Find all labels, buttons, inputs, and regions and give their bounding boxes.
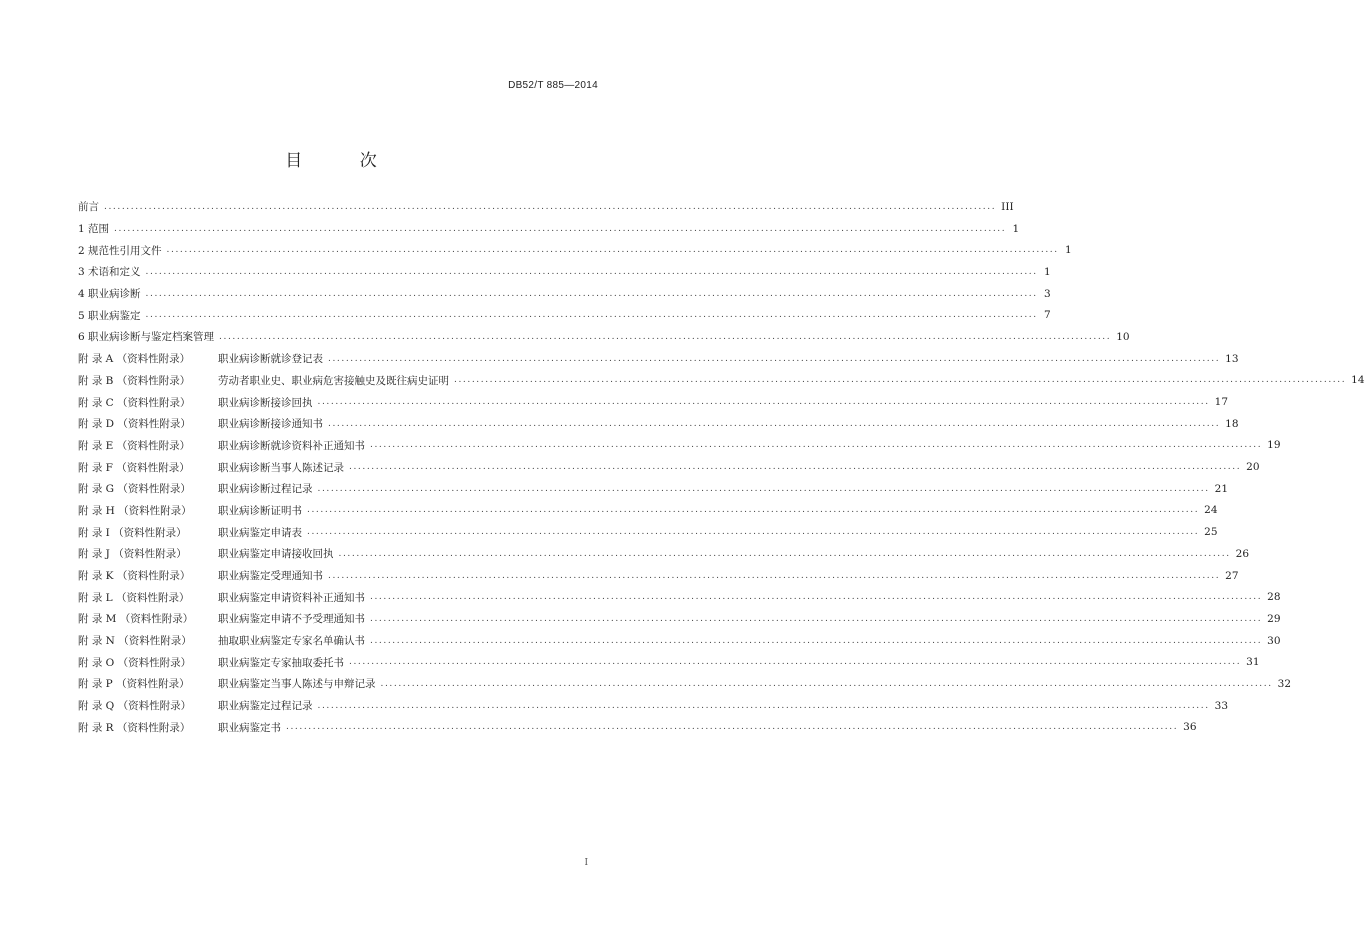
toc-entry[interactable] [78, 651, 1260, 673]
toc-entry-text: 6 职业病诊断与鉴定档案管理 [78, 331, 215, 344]
dot-leader: ........................................................................................................................................................................................................ [307, 505, 1200, 516]
toc-entry[interactable] [78, 218, 1020, 240]
toc-entry-text: 职业病鉴定申请接收回执 [218, 548, 334, 561]
toc-entry-text: 4 职业病诊断 [78, 288, 141, 301]
toc-page-number: 25 [1204, 526, 1218, 539]
toc-entry-title [78, 655, 344, 670]
toc-entry[interactable] [78, 586, 1281, 608]
dot-leader: ........................................................................................................................................................................................................ [166, 245, 1059, 256]
toc-entry-text: 职业病诊断接诊通知书 [218, 418, 323, 431]
toc-entry-text: 职业病诊断就诊资料补正通知书 [218, 439, 365, 452]
toc-entry-text: 职业病诊断就诊登记表 [218, 353, 323, 366]
annex-label: 附 录 R （资料性附录） [78, 721, 191, 734]
toc-entry[interactable] [78, 196, 1014, 218]
annex-label: 附 录 D （资料性附录） [78, 418, 191, 431]
annex-label: 附 录 P （资料性附录） [78, 678, 190, 691]
annex-label: 附 录 J （资料性附录） [78, 548, 187, 561]
toc-entry-title [78, 503, 302, 518]
toc-page-number: 17 [1214, 396, 1229, 409]
document-code: DB52/T 885—2014 [508, 80, 598, 91]
toc-page-number: 13 [1225, 352, 1239, 365]
annex-label: 附 录 N （资料性附录） [78, 635, 192, 648]
toc-entry-text: 职业病鉴定申请表 [218, 526, 302, 539]
dot-leader: ........................................................................................................................................................................................................ [114, 223, 1007, 234]
page-number: I [584, 858, 588, 868]
toc-entry-title [78, 416, 323, 431]
toc-entry-title [78, 264, 141, 279]
toc-page-number: 24 [1204, 504, 1218, 517]
toc-entry-text: 职业病鉴定专家抽取委托书 [218, 656, 344, 669]
toc-page-number: 7 [1044, 309, 1051, 322]
table-of-contents [78, 196, 1365, 738]
toc-entry-text: 抽取职业病鉴定专家名单确认书 [218, 635, 365, 648]
dot-leader: ........................................................................................................................................................................................................ [219, 331, 1112, 342]
toc-entry[interactable] [78, 717, 1197, 739]
toc-entry[interactable] [78, 608, 1281, 630]
toc-entry[interactable] [78, 521, 1218, 543]
toc-entry-title [78, 611, 365, 626]
toc-entry-title [78, 546, 334, 561]
toc-page-number: 32 [1277, 677, 1292, 690]
toc-page-number: III [1001, 200, 1014, 213]
annex-label: 附 录 I （资料性附录） [78, 526, 187, 539]
toc-entry-text: 职业病鉴定当事人陈述与申辩记录 [218, 678, 376, 691]
annex-label: 附 录 M （资料性附录） [78, 613, 194, 626]
toc-page-number: 33 [1214, 699, 1229, 712]
toc-entry-title [78, 308, 141, 323]
toc-page-number: 14 [1351, 374, 1365, 387]
toc-page-number: 21 [1214, 482, 1229, 495]
dot-leader: ........................................................................................................................................................................................................ [317, 397, 1210, 408]
toc-page-number: 28 [1267, 591, 1281, 604]
toc-entry-title [78, 633, 365, 648]
toc-entry-title [78, 329, 214, 344]
annex-label: 附 录 K （资料性附录） [78, 570, 191, 583]
toc-page-number: 26 [1235, 547, 1250, 560]
dot-leader: ........................................................................................................................................................................................................ [380, 678, 1273, 689]
toc-entry[interactable] [78, 695, 1229, 717]
toc-entry-text: 1 范围 [78, 223, 110, 236]
annex-label: 附 录 F （资料性附录） [78, 461, 190, 474]
toc-page-number: 19 [1267, 439, 1281, 452]
annex-label: 附 录 O （资料性附录） [78, 656, 192, 669]
toc-entry-title [78, 395, 313, 410]
toc-entry[interactable] [78, 370, 1365, 392]
annex-label: 附 录 E （资料性附录） [78, 439, 191, 452]
toc-entry-text: 职业病诊断过程记录 [218, 483, 313, 496]
toc-page-number: 27 [1225, 569, 1239, 582]
toc-entry-title [78, 243, 162, 258]
toc-entry[interactable] [78, 500, 1218, 522]
toc-entry[interactable] [78, 543, 1250, 565]
dot-leader: ........................................................................................................................................................................................................ [307, 527, 1200, 538]
toc-page-number: 1 [1012, 222, 1020, 235]
annex-label: 附 录 C （资料性附录） [78, 396, 191, 409]
toc-page-number: 36 [1183, 721, 1197, 734]
dot-leader: ........................................................................................................................................................................................................ [145, 310, 1038, 321]
toc-entry-text: 职业病鉴定书 [218, 721, 281, 734]
toc-entry-text: 5 职业病鉴定 [78, 309, 141, 322]
dot-leader: ........................................................................................................................................................................................................ [104, 201, 997, 212]
toc-entry-title [78, 199, 99, 214]
annex-label: 附 录 Q （资料性附录） [78, 700, 192, 713]
toc-page-number: 18 [1225, 417, 1239, 430]
dot-leader: ........................................................................................................................................................................................................ [317, 700, 1210, 711]
toc-entry-title [78, 373, 449, 388]
annex-label: 附 录 A （资料性附录） [78, 353, 191, 366]
toc-entry-title [78, 590, 365, 605]
toc-entry[interactable] [78, 239, 1072, 261]
toc-page-number: 20 [1246, 461, 1260, 474]
dot-leader: ........................................................................................................................................................................................................ [454, 375, 1347, 386]
toc-page-number: 10 [1116, 330, 1130, 343]
toc-page-number: 29 [1267, 612, 1281, 625]
toc-entry-title [78, 525, 302, 540]
toc-entry-title [78, 676, 376, 691]
toc-entry[interactable] [78, 565, 1239, 587]
toc-entry-title [78, 568, 323, 583]
dot-leader: ........................................................................................................................................................................................................ [328, 418, 1221, 429]
toc-entry-text: 职业病鉴定过程记录 [218, 700, 313, 713]
toc-page-number: 1 [1065, 244, 1072, 257]
dot-leader: ........................................................................................................................................................................................................ [370, 592, 1263, 603]
toc-entry-title [78, 698, 313, 713]
dot-leader: ........................................................................................................................................................................................................ [370, 613, 1263, 624]
toc-entry-text: 职业病诊断当事人陈述记录 [218, 461, 344, 474]
toc-entry-text: 劳动者职业史、职业病危害接触史及既往病史证明 [218, 374, 449, 387]
toc-entry-title [78, 481, 313, 496]
toc-entry-text: 2 规范性引用文件 [78, 244, 162, 257]
toc-entry-text: 前言 [78, 201, 99, 214]
annex-label: 附 录 B （资料性附录） [78, 374, 191, 387]
toc-page-number: 3 [1044, 287, 1051, 300]
dot-leader: ........................................................................................................................................................................................................ [349, 462, 1242, 473]
dot-leader: ........................................................................................................................................................................................................ [370, 440, 1263, 451]
toc-entry[interactable] [78, 391, 1229, 413]
toc-entry[interactable] [78, 673, 1292, 695]
toc-page-number: 1 [1044, 265, 1051, 278]
toc-entry-title [78, 460, 344, 475]
toc-entry[interactable] [78, 456, 1260, 478]
toc-entry-text: 职业病鉴定受理通知书 [218, 570, 323, 583]
toc-entry-text: 3 术语和定义 [78, 266, 141, 279]
toc-entry-text: 职业病诊断接诊回执 [218, 396, 313, 409]
toc-entry[interactable] [78, 283, 1051, 305]
toc-entry[interactable] [78, 413, 1239, 435]
toc-entry-text: 职业病诊断证明书 [218, 504, 302, 517]
annex-label: 附 录 H （资料性附录） [78, 504, 192, 517]
dot-leader: ........................................................................................................................................................................................................ [145, 288, 1038, 299]
toc-entry[interactable] [78, 478, 1229, 500]
dot-leader: ........................................................................................................................................................................................................ [328, 353, 1221, 364]
dot-leader: ........................................................................................................................................................................................................ [370, 635, 1263, 646]
toc-entry[interactable] [78, 435, 1281, 457]
toc-entry-text: 职业病鉴定申请资料补正通知书 [218, 591, 365, 604]
dot-leader: ........................................................................................................................................................................................................ [145, 266, 1038, 277]
toc-entry-title [78, 221, 109, 236]
page-title: 目 次 [285, 151, 403, 171]
toc-page-number: 30 [1267, 634, 1281, 647]
toc-entry-title [78, 720, 281, 735]
toc-entry-text: 职业病鉴定申请不予受理通知书 [218, 613, 365, 626]
dot-leader: ........................................................................................................................................................................................................ [349, 657, 1242, 668]
toc-entry-title [78, 438, 365, 453]
toc-page-number: 31 [1246, 656, 1260, 669]
toc-entry[interactable] [78, 261, 1051, 283]
toc-entry-title [78, 351, 323, 366]
dot-leader: ........................................................................................................................................................................................................ [286, 722, 1179, 733]
annex-label: 附 录 L （资料性附录） [78, 591, 190, 604]
dot-leader: ........................................................................................................................................................................................................ [338, 548, 1231, 559]
toc-entry[interactable] [78, 348, 1239, 370]
dot-leader: ........................................................................................................................................................................................................ [328, 570, 1221, 581]
toc-entry-title [78, 286, 141, 301]
toc-entry[interactable] [78, 630, 1281, 652]
dot-leader: ........................................................................................................................................................................................................ [317, 483, 1210, 494]
annex-label: 附 录 G （资料性附录） [78, 483, 191, 496]
toc-entry[interactable] [78, 326, 1130, 348]
toc-entry[interactable] [78, 304, 1051, 326]
